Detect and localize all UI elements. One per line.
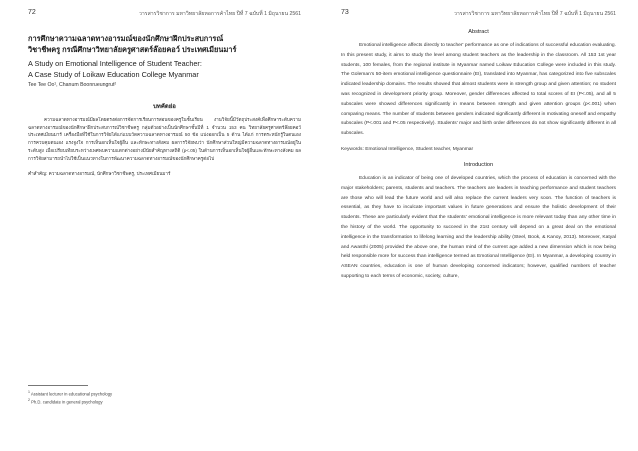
thai-abstract-text: ความฉลาดทางอารมณ์มีผลโดยตรงต่อการจัดการเรียนการสอนของครูในชั้นเรียน งานวิจัยนี้มีวัตถุประสงค์เพื่อศึกษาระดับความฉลาดทางอารมณ์ของนักศึกษาฝึกประสบการณ์วิชาชีพครู กลุ่มตัวอย่างเป็นนักศึกษาชั้นปีที่ 1 จำนวน 153 คน วิทยาลัยครูศาสตร์ล๊อยคอว์ ประเทศเมียนมาร์ เครื่องมือที่ใช้ในการวิจัยได้แก่แบบวัดความฉลาดทางอารมณ์ 50 ข้อ แบ่งออกเป็น 5 ด้าน ได้แก่ การตระหนักรู้ในตนเอง การควบคุมตนเอง แรงจูงใจ การเห็นอกเห็นใจผู้อื่น และทักษะทางสังคม ผลการวิจัยพบว่า นักศึกษาส่วนใหญ่มีความฉลาดทางอารมณ์อยู่ในระดับสูง เมื่อเปรียบเทียบระหว่างเพศพบความแตกต่างอย่างมีนัยสำคัญทางสถิติ (p<.05) ในด้านการเห็นอกเห็นใจผู้อื่นและทักษะทางสังคม ผลการวิจัยสามารถนำไปใช้เป็นแนวทางในการพัฒนาความฉลาดทางอารมณ์ของนักศึกษาครูต่อไป [28, 117, 301, 161]
english-title-line-1: A Study on Emotional Intelligence of Student Teacher: [28, 59, 202, 68]
english-title [28, 58, 301, 80]
footnote-divider [28, 385, 88, 386]
footnotes [28, 389, 112, 406]
left-page-header [28, 9, 301, 21]
right-page-header [341, 9, 616, 21]
introduction-text: Education is an indicator of being one of developed countries, which the process of education is concerned with the major stakeholders; parents, students and teachers. The teachers are leaders in teaching performance and student teachers are those who will lead the future world and will also replace the current leaders very soon. The function of teachers is essential, as they have to inculcate important values in future generations and ensure the holistic development of their students. These are particularly evident that the students' emotional intelligence is more relevant today than any other time in the history of the world. The opportunity to succeed in the 21st century will depend on a great deal on the emotional intelligence in the transformation to lifelong learning and the leadership ability (Steel, Book, & Kanoy, 2013). Moreover, Katyal and Awasthi (2005) provided the above one, the human mind of the current age added a new dimension which is now being held responsible more for success than intelligence termed as Emotional Intelligence (EI). In Myanmar, a developing country in ASEAN countries, education is one of human developing concerned indicators; however, qualified numbers of teacher supporting to each terms of economic, society, culture, [341, 175, 616, 279]
thai-abstract-heading: บทคัดย่อ [153, 104, 176, 110]
right-journal-header: วารสารวิชาการ มหาวิทยาลัยหอการค้าไทย ปีที่ 7 ฉบับที่ 1 มิถุนายน 2561 [453, 11, 616, 17]
thai-title-line-1: การศึกษาความฉลาดทางอารมณ์ของนักศึกษาฝึกประสบการณ์ [28, 34, 224, 43]
abstract-heading: Abstract [468, 29, 489, 35]
left-page-number: 72 [28, 9, 36, 16]
english-abstract-text: Emotional intelligence affects directly to teacher' performance as one of indications of successful education evaluating. In this present study, it aims to study the level among student teachers as the leadership in the classroom. All 153 1st year students, 100 females, from the regional institute in Myanmar named Loikaw Education College were included in this study. The Goleman's 50-item emotional intelligence questionnaire (EI), translated into Myanmar, has categorized into five subscales indicated leadership domains. The results showed that almost students were in strength group and given attention; no student was recognized in development priority group. Moreover, gender differences affected to total scores of EI (P<.05), and all 5 subscales were showed differences significantly in means between strength and given attention groups (p<.001) when comparing means. The number of students between genders indicated significantly different in motivating oneself and empathy subscales (P<.001 and P<.05 respectively). Students' major and birth order differences do not show significantly different in all subscales. [341, 43, 616, 137]
footnote-1: $^1$ Assistant lecturer in educational psychology [28, 390, 113, 397]
authors: Tee Tee Oo¹, Chanum Boonrueungrut² [28, 82, 117, 88]
english-title-line-2: A Case Study of Loikaw Education College Myanmar [28, 70, 199, 79]
left-journal-header: วารสารวิชาการ มหาวิทยาลัยหอการค้าไทย ปีที่ 7 ฉบับที่ 1 มิถุนายน 2561 [138, 11, 301, 17]
thai-keywords: คำสำคัญ: ความฉลาดทางอารมณ์, นักศึกษาวิชาชีพครู, ประเทศเมียนมาร์ [28, 171, 171, 177]
right-page-number: 73 [341, 9, 349, 16]
english-keywords: Keywords: Emotional Intelligence, Student teacher, Myanmar [341, 146, 474, 152]
thai-title-line-2: วิชาชีพครู กรณีศึกษาวิทยาลัยครูศาสตร์ล๊อยคอว์ ประเทศเมียนมาร์ [28, 45, 237, 54]
introduction-heading: Introduction [463, 161, 494, 168]
footnote-2: $^2$ Ph.D. candidate in general psychology [28, 398, 103, 405]
thai-title [28, 33, 301, 55]
right-page [319, 0, 638, 451]
